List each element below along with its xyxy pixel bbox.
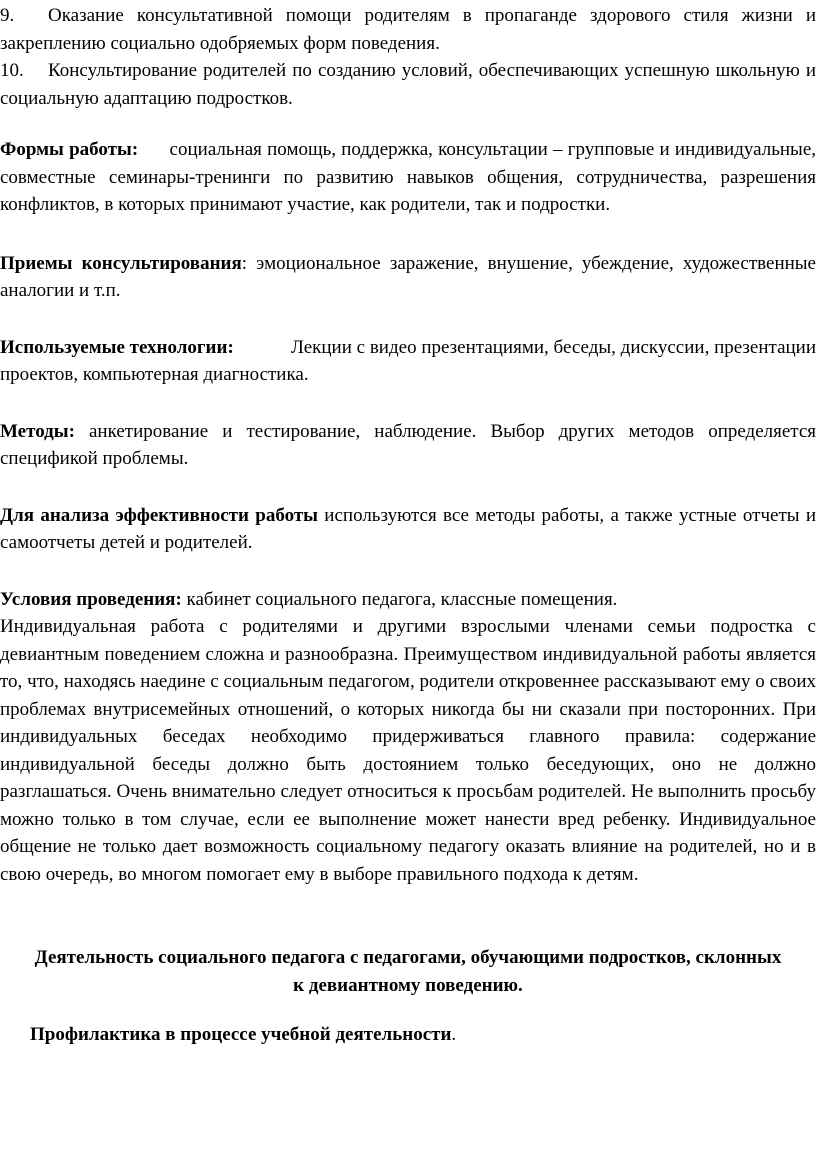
section-heading-text: Деятельность социального педагога с педагогами, обучающими подростков, склонных к девиантному поведению.	[34, 947, 782, 996]
techniques-text: : эмоциональное заражение, внушение, убеждение, художественные аналогии и т.п.	[0, 252, 816, 301]
techniques-paragraph	[0, 250, 816, 305]
list-item-text: Оказание консультативной помощи родителям в пропаганде здорового стиля жизни и закреплению социально одобряемых форм поведения.	[0, 5, 816, 54]
techniques-label: Приемы консультирования	[0, 252, 242, 274]
analysis-text: используются все методы работы, а также устные отчеты и самоотчеты детей и родителей.	[0, 504, 816, 553]
subheading-label: Профилактика в процессе учебной деятельности	[30, 1024, 452, 1045]
subheading-suffix: .	[451, 1024, 457, 1045]
conditions-paragraph	[0, 586, 816, 614]
list-item-number: 9.	[0, 5, 15, 26]
technologies-label: Используемые технологии:	[0, 336, 234, 358]
forms-paragraph	[0, 136, 816, 219]
subheading-paragraph	[0, 1021, 816, 1049]
conditions-text: кабинет социального педагога, классные помещения.	[186, 588, 618, 610]
individual-work-paragraph: Индивидуальная работа с родителями и другими взрослыми членами семьи подростка с девиантным поведением сложна и разнообразна. Преимуществом индивидуальной работы является то, что, находясь наедине с социальным педагогом, родители откровеннее рассказывают ему о своих проблемах внутрисемейных отношений, о которых никогда бы ни сказали при посторонних. При индивидуальных беседах необходимо придерживаться главного правила: содержание индивидуальной беседы должно быть достоянием только беседующих, оно не должно разглашаться. Очень внимательно следует относиться к просьбам родителей. Не выполнить просьбу можно только в том случае, если ее выполнение может нанести вред ребенку. Индивидуальное общение не только дает возможность социальному педагогу оказать влияние на родителей, но и в свою очередь, во многом помогает ему в выборе правильного подхода к детям.	[0, 616, 816, 885]
forms-text: социальная помощь, поддержка, консультации – групповые и индивидуальные, совместные семинары-тренинги по развитию навыков общения, сотрудничества, разрешения конфликтов, в которых принимают участие, как родители, так и подростки.	[0, 139, 816, 215]
methods-paragraph	[0, 418, 816, 473]
technologies-paragraph	[0, 334, 816, 389]
methods-text: анкетирование и тестирование, наблюдение. Выбор других методов определяется спецификой проблемы.	[0, 420, 816, 469]
list-item-number: 10.	[0, 60, 24, 81]
analysis-label: Для анализа эффективности работы	[0, 504, 318, 526]
section-heading	[0, 944, 816, 999]
list-item-10	[0, 57, 816, 112]
conditions-label: Условия проведения:	[0, 588, 182, 610]
technologies-text: Лекции с видео презентациями, беседы, дискуссии, презентации проектов, компьютерная диагностика.	[0, 336, 816, 385]
list-item-text: Консультирование родителей по созданию условий, обеспечивающих успешную школьную и социальную адаптацию подростков.	[0, 60, 816, 109]
list-item-9	[0, 2, 816, 57]
analysis-paragraph	[0, 502, 816, 557]
methods-label: Методы:	[0, 420, 75, 442]
forms-label: Формы работы:	[0, 139, 139, 160]
